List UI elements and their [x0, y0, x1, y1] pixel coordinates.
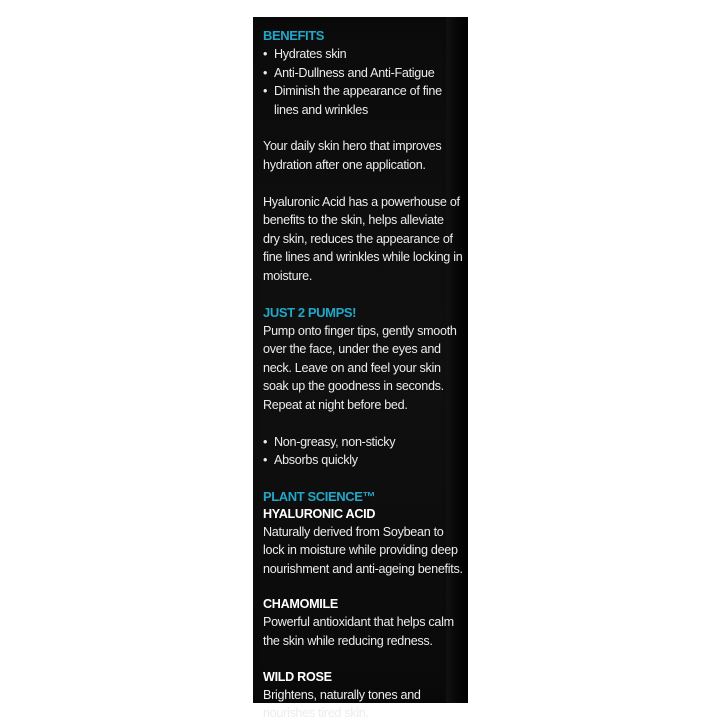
ingredient-description: Powerful antioxidant that helps calm the skin while reducing redness. — [263, 615, 454, 649]
list-item — [263, 433, 463, 452]
bullet-icon: • — [263, 47, 268, 61]
list-item — [263, 451, 463, 470]
ingredient-name: CHAMOMILE — [263, 597, 338, 612]
bullet-icon: • — [263, 84, 268, 99]
plant-science-heading: PLANT SCIENCE™ — [263, 488, 376, 504]
hyaluronic-intro-text: Hyaluronic Acid has a powerhouse of benefits to the skin, helps alleviate dry skin, reduces the appearance of fine lines and wrinkles while locking in moisture. — [263, 194, 463, 283]
benefit-text: Anti-Dullness and Anti-Fatigue — [274, 65, 435, 80]
pumps-text: Pump onto finger tips, gently smooth over the face, under the eyes and neck. Leave on and feel your skin soak up the goodness in seconds. Repeat at night before bed. — [263, 323, 457, 412]
ingredient-description: Brightens, naturally tones and nourishes tired skin. — [263, 687, 421, 720]
bullet-icon: • — [263, 434, 268, 449]
benefits-heading: BENEFITS — [263, 28, 325, 43]
intro-text: Your daily skin hero that improves hydration after one application. — [263, 139, 442, 172]
bullet-icon: • — [263, 453, 268, 468]
benefits-list — [263, 45, 463, 119]
pumps-item-text: Absorbs quickly — [274, 453, 358, 468]
pumps-item-text: Non-greasy, non-sticky — [274, 434, 396, 449]
list-item — [263, 82, 463, 119]
ingredient-description: Naturally derived from Soybean to lock in moisture while providing deep nourishment and anti-ageing benefits. — [263, 524, 463, 576]
pumps-list — [263, 433, 463, 470]
panel-content — [263, 27, 463, 720]
benefit-text: Diminish the appearance of fine lines and wrinkles — [274, 84, 442, 117]
list-item — [263, 45, 463, 64]
benefit-text: Hydrates skin — [274, 47, 347, 61]
ingredient-name: WILD ROSE — [263, 669, 332, 684]
list-item — [263, 64, 463, 83]
bullet-icon: • — [263, 65, 268, 80]
pumps-heading: JUST 2 PUMPS! — [263, 304, 357, 320]
ingredient-name: HYALURONIC ACID — [263, 506, 376, 521]
